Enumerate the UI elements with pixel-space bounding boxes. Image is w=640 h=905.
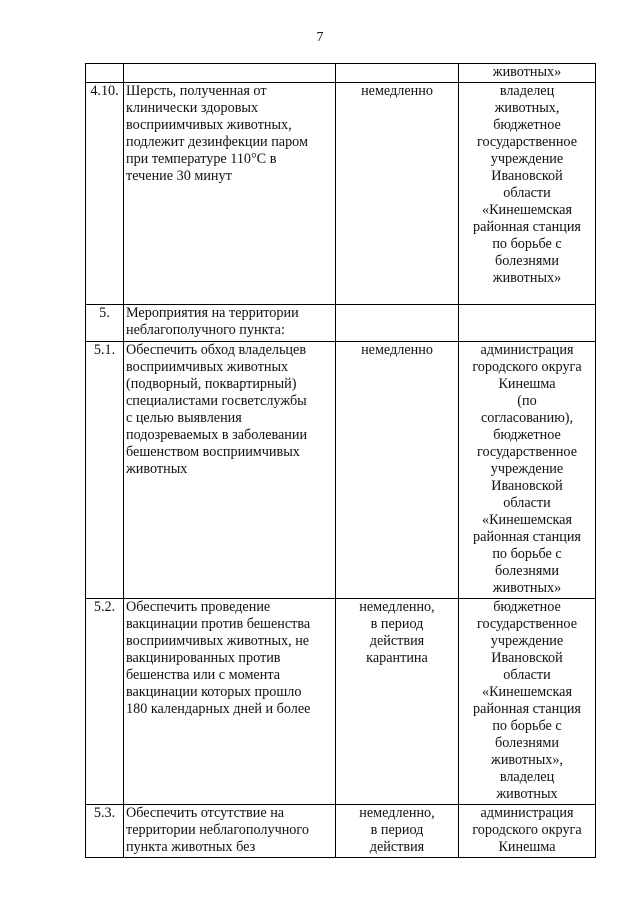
item-number: 5. — [86, 305, 124, 342]
execution-term — [336, 805, 459, 858]
responsible-party-line: по борьбе с — [492, 718, 562, 734]
responsible-party-line: государственное — [477, 444, 577, 460]
responsible-party — [459, 599, 596, 805]
responsible-party-line: Ивановской — [491, 478, 563, 494]
responsible-party-line: Кинешма — [498, 376, 556, 392]
item-number: 5.2. — [86, 599, 124, 805]
measure-description-line: Мероприятия на территории — [126, 305, 299, 321]
measure-description-line: бешенства или с момента — [126, 667, 280, 683]
table-row — [86, 305, 596, 342]
responsible-party — [459, 342, 596, 599]
responsible-party-line: городского округа — [472, 822, 582, 838]
responsible-party-line: болезнями — [495, 563, 559, 579]
responsible-party-line: животных» — [492, 270, 562, 286]
measure-description-line: восприимчивых животных — [126, 359, 289, 375]
responsible-party-line: районная станция — [473, 529, 581, 545]
responsible-party-line: Ивановской — [491, 168, 563, 184]
measure-description-line: восприимчивых животных, не — [126, 633, 310, 649]
measure-description-line: Обеспечить проведение — [126, 599, 271, 615]
measure-description-line: течение 30 минут — [126, 168, 232, 184]
responsible-party-line: бюджетное — [493, 427, 561, 443]
responsible-party-line: области — [503, 495, 551, 511]
measure-description — [124, 342, 336, 599]
execution-term-line: немедленно — [361, 83, 433, 99]
measure-description-line: (подворный, поквартирный) — [126, 376, 297, 392]
responsible-party — [459, 64, 596, 83]
execution-term-line: немедленно — [361, 342, 433, 358]
responsible-party-line: государственное — [477, 134, 577, 150]
responsible-party-line: согласованию), — [480, 410, 574, 426]
responsible-party-line: государственное — [477, 616, 577, 632]
table-row — [86, 805, 596, 858]
responsible-party-line: Ивановской — [491, 650, 563, 666]
measure-description-line: восприимчивых животных, — [126, 117, 292, 133]
responsible-party-line: «Кинешемская — [481, 512, 573, 528]
page-number: 7 — [316, 30, 324, 45]
execution-term-line: в период — [370, 616, 424, 632]
measure-description — [124, 305, 336, 342]
responsible-party-line: по борьбе с — [492, 236, 562, 252]
responsible-party-line: области — [503, 667, 551, 683]
measure-description-line: подозреваемых в заболевании — [126, 427, 308, 443]
responsible-party-line: животных, — [494, 100, 560, 116]
responsible-party-line: владелец — [499, 83, 555, 99]
responsible-party-line: «Кинешемская — [481, 202, 573, 218]
measure-description-line: подлежит дезинфекции паром — [126, 134, 308, 150]
measures-table — [85, 63, 596, 858]
measure-description-line: бешенством восприимчивых — [126, 444, 300, 460]
responsible-party-line: животных — [496, 786, 558, 802]
responsible-party-line: районная станция — [473, 701, 581, 717]
responsible-party-line: болезнями — [495, 735, 559, 751]
responsible-party-line: области — [503, 185, 551, 201]
execution-term — [336, 599, 459, 805]
execution-term — [336, 64, 459, 83]
measure-description-line: территории неблагополучного — [126, 822, 309, 838]
responsible-party-line: животных», — [491, 752, 563, 768]
measure-description-line: неблагополучного пункта: — [126, 322, 285, 338]
responsible-party-line: учреждение — [490, 461, 564, 477]
responsible-party-line: владелец — [499, 769, 555, 785]
measure-description-line: с целью выявления — [126, 410, 242, 426]
execution-term-line: в период — [370, 822, 424, 838]
responsible-party-line: (по — [517, 393, 537, 409]
responsible-party-line: бюджетное — [493, 599, 561, 615]
measure-description-line: специалистами госветслужбы — [126, 393, 307, 409]
measure-description — [124, 805, 336, 858]
responsible-party-line: по борьбе с — [492, 546, 562, 562]
measure-description-line: 180 календарных дней и более — [126, 701, 311, 717]
measure-description — [124, 64, 336, 83]
responsible-party-line: бюджетное — [493, 117, 561, 133]
responsible-party — [459, 305, 596, 342]
table-row — [86, 83, 596, 305]
responsible-party-line: Кинешма — [498, 839, 556, 855]
measure-description-line: пункта животных без — [126, 839, 256, 855]
measure-description-line: вакцинации которых прошло — [126, 684, 302, 700]
measure-description-line: Шерсть, полученная от — [126, 83, 267, 99]
responsible-party — [459, 805, 596, 858]
measure-description-line: Обеспечить обход владельцев — [126, 342, 307, 358]
responsible-party-line: администрация — [480, 342, 574, 358]
measure-description — [124, 83, 336, 305]
execution-term — [336, 342, 459, 599]
responsible-party-line: животных» — [492, 64, 562, 80]
responsible-party-line: «Кинешемская — [481, 684, 573, 700]
responsible-party-line: учреждение — [490, 633, 564, 649]
execution-term-line: немедленно, — [359, 805, 435, 821]
measure-description-line: клинически здоровых — [126, 100, 259, 116]
measure-description-line: вакцинированных против — [126, 650, 281, 666]
item-number: 5.3. — [86, 805, 124, 858]
responsible-party-line: учреждение — [490, 151, 564, 167]
item-number: 4.10. — [86, 83, 124, 305]
table-row — [86, 64, 596, 83]
execution-term-line: действия — [369, 633, 425, 649]
measure-description — [124, 599, 336, 805]
measure-description-line: вакцинации против бешенства — [126, 616, 311, 632]
execution-term-line: немедленно, — [359, 599, 435, 615]
table-row — [86, 599, 596, 805]
responsible-party-line: животных» — [492, 580, 562, 596]
responsible-party-line: администрация — [480, 805, 574, 821]
responsible-party — [459, 83, 596, 305]
execution-term-line: карантина — [366, 650, 428, 666]
measure-description-line: при температуре 110°С в — [126, 151, 277, 167]
table-row — [86, 342, 596, 599]
measure-description-line: животных — [126, 461, 188, 477]
execution-term — [336, 305, 459, 342]
execution-term-line: действия — [369, 839, 425, 855]
item-number — [86, 64, 124, 83]
responsible-party-line: районная станция — [473, 219, 581, 235]
responsible-party-line: городского округа — [472, 359, 582, 375]
responsible-party-line: болезнями — [495, 253, 559, 269]
item-number: 5.1. — [86, 342, 124, 599]
measure-description-line: Обеспечить отсутствие на — [126, 805, 285, 821]
execution-term — [336, 83, 459, 305]
